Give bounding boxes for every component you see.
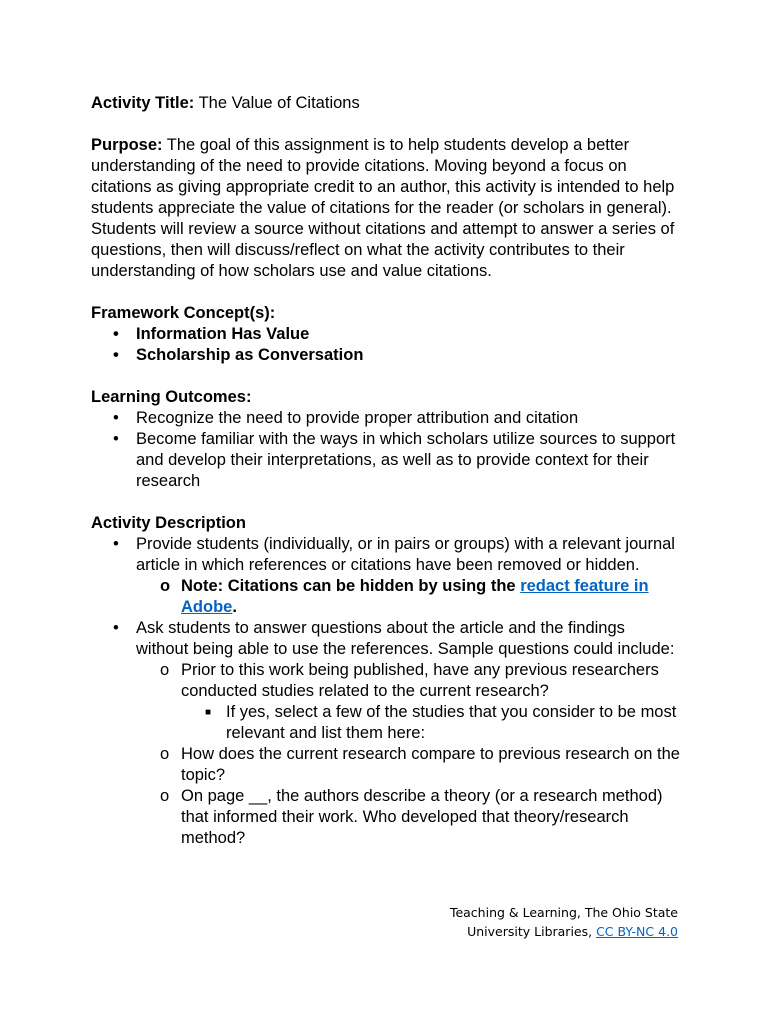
note-list — [136, 576, 681, 618]
outcomes-section — [91, 387, 681, 492]
footer-line1: Teaching & Learning, The Ohio State — [449, 905, 678, 920]
question-text: On page __, the authors describe a theory (or a research method) that informed their work. Who developed that theory/research method? — [181, 787, 663, 847]
description-list — [91, 534, 681, 849]
footer-line2 — [450, 922, 678, 941]
framework-item — [91, 345, 681, 366]
description-item — [91, 618, 681, 849]
framework-heading: Framework Concept(s): — [91, 304, 276, 322]
note-item — [136, 576, 681, 618]
framework-item-label: Information Has Value — [136, 325, 310, 343]
description-item-text: Provide students (individually, or in pairs or groups) with a relevant journal article in which references or citations have been removed or hidden. — [136, 535, 675, 574]
footer-line2-prefix: University Libraries, — [467, 924, 597, 939]
purpose-label: Purpose: — [91, 136, 163, 154]
bullet-marker: • — [113, 325, 119, 343]
question-sublist — [181, 702, 681, 744]
description-section — [91, 513, 681, 849]
footer-attribution — [450, 903, 678, 941]
question-text: Prior to this work being published, have any previous researchers conducted studies related to the current research? — [181, 661, 659, 700]
redact-feature-link[interactable]: redact feature in Adobe — [181, 577, 649, 616]
outcomes-list — [91, 408, 681, 492]
activity-title-value: The Value of Citations — [194, 94, 360, 112]
activity-title-label: Activity Title: — [91, 94, 195, 112]
description-item-text: Ask students to answer questions about the article and the findings without being able to use the references. Sample questions could include: — [136, 619, 675, 658]
question-text: How does the current research compare to previous research on the topic? — [181, 745, 680, 784]
framework-item-label: Scholarship as Conversation — [136, 346, 364, 364]
purpose-paragraph — [91, 135, 681, 282]
question-item — [136, 744, 681, 786]
question-subitem — [181, 702, 681, 744]
description-item — [91, 534, 681, 618]
bullet-marker: • — [113, 430, 119, 448]
outcome-item — [91, 408, 681, 429]
bullet-marker: • — [113, 535, 119, 553]
document-body — [91, 93, 681, 849]
sub-bullet-marker: o — [160, 577, 171, 595]
license-link[interactable]: CC BY-NC 4.0 — [596, 924, 678, 939]
note-suffix: . — [232, 598, 237, 616]
bullet-marker: • — [113, 346, 119, 364]
purpose-text: The goal of this assignment is to help students develop a better understanding of the need to provide citations. Moving beyond a focus on citations as giving appropriate credit to an author, this activity is intended to help students appreciate the value of citations for the reader (or scholars in general). Students will review a source without citations and attempt to answer a series of questions, then will discuss/reflect on what the activity contributes to their understanding of how scholars use and value citations. — [91, 136, 675, 280]
question-item — [136, 660, 681, 744]
bullet-marker: • — [113, 619, 119, 637]
square-bullet-marker: ■ — [205, 707, 212, 718]
bullet-marker: • — [113, 409, 119, 427]
outcome-item-text: Become familiar with the ways in which scholars utilize sources to support and develop their interpretations, as well as to provide context for their research — [136, 430, 676, 490]
question-list — [136, 660, 681, 849]
sub-bullet-marker: o — [160, 745, 170, 763]
question-subitem-text: If yes, select a few of the studies that you consider to be most relevant and list them here: — [226, 703, 677, 742]
description-heading: Activity Description — [91, 514, 246, 532]
outcomes-heading: Learning Outcomes: — [91, 388, 252, 406]
sub-bullet-marker: o — [160, 661, 170, 679]
outcome-item — [91, 429, 681, 492]
outcome-item-text: Recognize the need to provide proper attribution and citation — [136, 409, 579, 427]
note-prefix: Note: Citations can be hidden by using the — [181, 577, 521, 595]
framework-list — [91, 324, 681, 366]
sub-bullet-marker: o — [160, 787, 170, 805]
framework-item — [91, 324, 681, 345]
question-item — [136, 786, 681, 849]
framework-section — [91, 303, 681, 366]
activity-title — [91, 93, 681, 114]
